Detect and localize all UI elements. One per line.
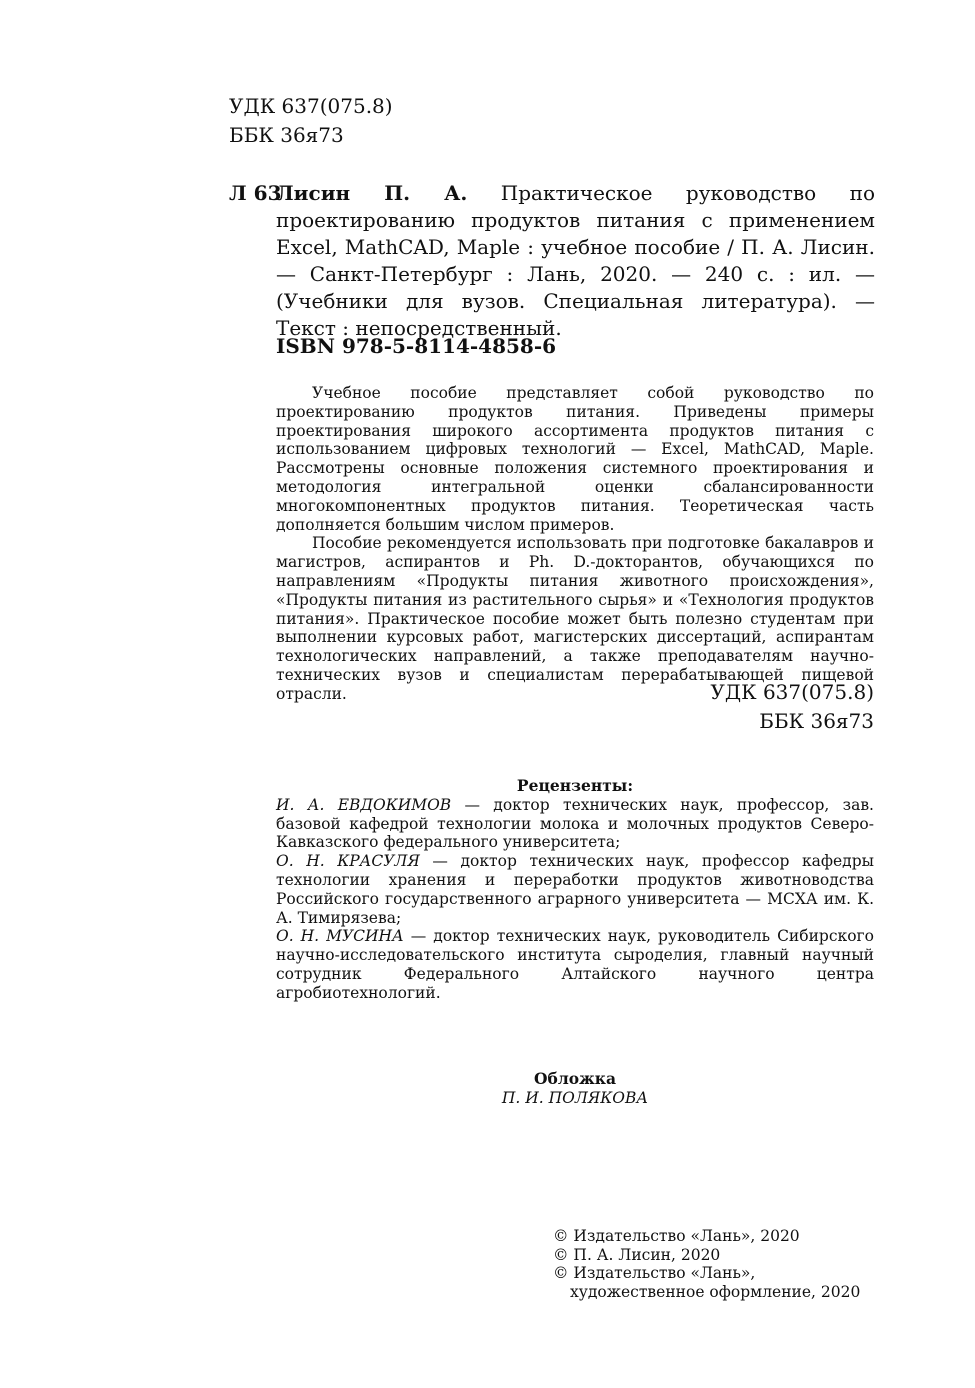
reviewer-name: О. Н. КРАСУЛЯ [276, 852, 420, 871]
cover-designer: П. И. ПОЛЯКОВА [501, 1088, 649, 1107]
reviewers [276, 777, 874, 1003]
cover-label: Обложка [534, 1069, 616, 1088]
description-text: Практическое руководство по проектированию продуктов питания с применением Excel, MathCAD, Maple : учебное пособие / П. А. Лисин. — Санкт-Петербург : Лань, 2020. — 240 с. : ил. — (Учебники для вузов. Специальная литература). — Текст : непосредственный. [276, 181, 876, 340]
reviewer-desc: — доктор технических наук, профессор кафедры технологии хранения и переработки продуктов животноводства Российского государственного аграрного университета — МСХА им. К. А. Тимирязева; [276, 852, 874, 927]
reviewers-heading: Рецензенты: [516, 776, 634, 795]
udk-block-bottom [600, 678, 874, 736]
reviewer-name: И. А. ЕВДОКИМОВ [276, 795, 452, 814]
annotation-paragraph: Пособие рекомендуется использовать при подготовке бакалавров и магистров, аспирантов и Ph. D.-докторантов, обучающихся по направлениям «Продукты питания животного происхождения», «Продукты питания из растительного сырья» и «Технология продуктов питания». Практическое пособие может быть полезно студентам при выполнении курсовых работ, магистерских диссертаций, аспирантам технологических направлений, а также преподавателям научно-технических вузов и специалистам перерабатывающей пищевой отрасли. [276, 534, 874, 703]
bibliographic-description [276, 180, 875, 342]
reviewer-item [276, 927, 874, 1002]
bbk-code: ББК 36я73 [229, 123, 344, 147]
reviewer-item [276, 852, 874, 927]
bbk-code: ББК 36я73 [759, 709, 874, 733]
author-name: Лисин П. А. [276, 181, 468, 205]
author-sign: Л 63 [229, 181, 282, 205]
udk-code: УДК 637(075.8) [229, 94, 393, 118]
udk-block-top [229, 92, 393, 150]
bibliographic-entry [229, 180, 875, 342]
reviewer-item [276, 796, 874, 852]
udk-code: УДК 637(075.8) [710, 680, 874, 704]
isbn: ISBN 978-5-8114-4858-6 [276, 334, 557, 358]
annotation [276, 384, 874, 704]
copyright-line: © Издательство «Лань», [553, 1264, 756, 1283]
copyright-line: © П. А. Лисин, 2020 [553, 1245, 721, 1264]
copyright-block [553, 1227, 860, 1301]
copyright-line: художественное оформление, 2020 [570, 1282, 861, 1301]
reviewer-desc: — доктор технических наук, профессор, зав. базовой кафедрой технологии молока и молочных продуктов Северо-Кавказского федерального университета; [276, 795, 874, 852]
annotation-paragraph: Учебное пособие представляет собой руководство по проектированию продуктов питания. Приведены примеры проектирования широкого ассортимента продуктов питания с использованием цифровых технологий — Excel, MathCAD, Maple. Рассмотрены основные положения системного проектирования и методология интегральной оценки сбалансированности многокомпонентных продуктов питания. Теоретическая часть дополняется большим числом примеров. [276, 384, 874, 534]
reviewer-name: О. Н. МУСИНА [276, 927, 404, 946]
copyright-line: © Издательство «Лань», 2020 [553, 1227, 800, 1245]
cover-credit [276, 1070, 874, 1108]
reviewer-desc: — доктор технических наук, руководитель Сибирского научно-исследовательского института сыроделия, главный научный сотрудник Федерального Алтайского научного центра агробиотехнологий. [276, 927, 874, 1002]
